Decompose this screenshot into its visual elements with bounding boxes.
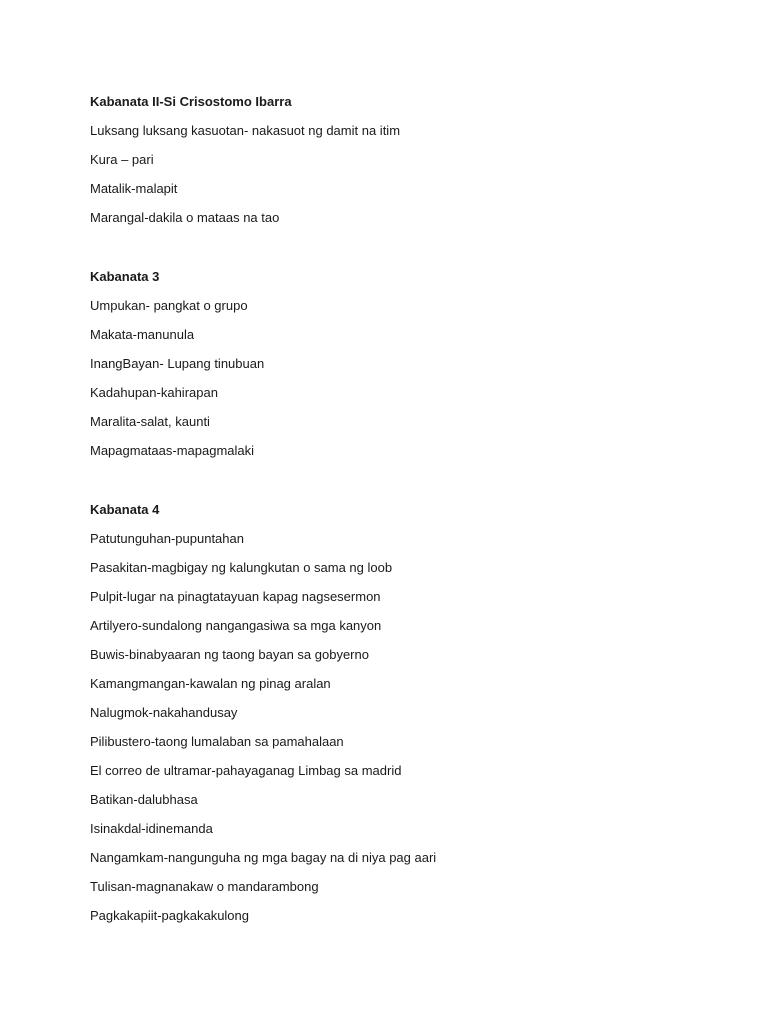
vocab-line: Kamangmangan-kawalan ng pinag aralan xyxy=(90,676,331,691)
vocab-line: Maralita-salat, kaunti xyxy=(90,414,210,429)
section-spacer xyxy=(90,471,730,501)
vocab-line: Umpukan- pangkat o grupo xyxy=(90,298,248,313)
vocab-line: Tulisan-magnanakaw o mandarambong xyxy=(90,879,319,894)
vocab-line: Matalik-malapit xyxy=(90,181,178,196)
vocab-line: Luksang luksang kasuotan- nakasuot ng damit na itim xyxy=(90,123,401,138)
vocab-line: Marangal-dakila o mataas na tao xyxy=(90,210,280,225)
section-kabanata-3 xyxy=(90,268,730,459)
vocab-line: Batikan-dalubhasa xyxy=(90,792,198,807)
vocab-line: InangBayan- Lupang tinubuan xyxy=(90,356,265,371)
vocab-line: Pulpit-lugar na pinagtatayuan kapag nagsesermon xyxy=(90,589,381,604)
vocab-line: Pagkakapiit-pagkakakulong xyxy=(90,908,249,923)
vocab-line: Nangamkam-nangunguha ng mga bagay na di niya pag aari xyxy=(90,850,437,865)
vocab-line: Nalugmok-nakahandusay xyxy=(90,705,238,720)
section-spacer xyxy=(90,238,730,268)
vocab-line: Patutunguhan-pupuntahan xyxy=(90,531,244,546)
vocab-line: Kura – pari xyxy=(90,152,154,167)
vocab-line: Pasakitan-magbigay ng kalungkutan o sama ng loob xyxy=(90,560,393,575)
section-kabanata-2 xyxy=(90,93,730,226)
vocab-line: El correo de ultramar-pahayaganag Limbag sa madrid xyxy=(90,763,402,778)
document-page xyxy=(90,93,730,936)
section-heading: Kabanata 4 xyxy=(90,502,160,517)
vocab-line: Pilibustero-taong lumalaban sa pamahalaan xyxy=(90,734,344,749)
section-kabanata-4 xyxy=(90,501,730,924)
vocab-line: Mapagmataas-mapagmalaki xyxy=(90,443,255,458)
vocab-line: Kadahupan-kahirapan xyxy=(90,385,218,400)
section-heading: Kabanata II-Si Crisostomo Ibarra xyxy=(90,94,292,109)
vocab-line: Artilyero-sundalong nangangasiwa sa mga kanyon xyxy=(90,618,382,633)
vocab-line: Isinakdal-idinemanda xyxy=(90,821,213,836)
vocab-line: Buwis-binabyaaran ng taong bayan sa gobyerno xyxy=(90,647,369,662)
section-heading: Kabanata 3 xyxy=(90,269,160,284)
vocab-line: Makata-manunula xyxy=(90,327,195,342)
